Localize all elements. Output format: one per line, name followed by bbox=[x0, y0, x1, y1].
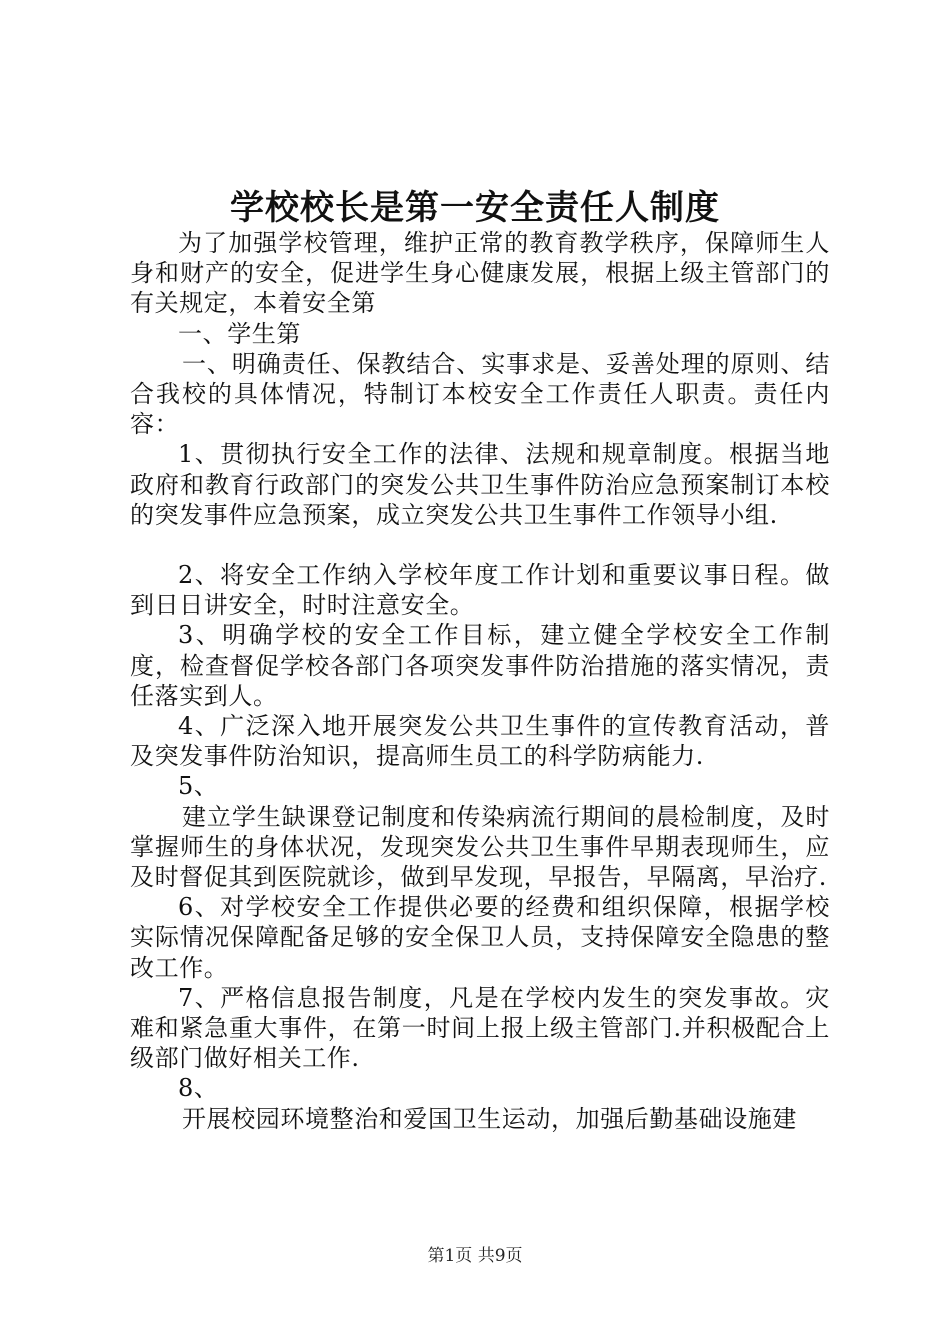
paragraph-item-7: 7、严格信息报告制度，凡是在学校内发生的突发事故。灾难和紧急重大事件，在第一时间上报上级主管部门.并积极配合上级部门做好相关工作. bbox=[130, 983, 830, 1073]
paragraph-heading-1: 一、学生第 bbox=[178, 319, 301, 348]
paragraph-item-2: 2、将安全工作纳入学校年度工作计划和重要议事日程。做到日日讲安全，时时注意安全。 bbox=[130, 561, 830, 620]
paragraph-gap bbox=[130, 530, 830, 560]
paragraph-item-3: 3、明确学校的安全工作目标，建立健全学校安全工作制度，检查督促学校各部门各项突发事件防治措施的落实情况，责任落实到人。 bbox=[130, 621, 830, 710]
paragraph-item-8-number: 8、 bbox=[178, 1074, 219, 1103]
document-title: 学校校长是第一安全责任人制度 bbox=[230, 188, 720, 228]
paragraph-item-5-number: 5、 bbox=[178, 772, 219, 801]
page-number: 第1页 共9页 bbox=[427, 1246, 523, 1266]
paragraph-item-6: 6、对学校安全工作提供必要的经费和组织保障，根据学校实际情况保障配备足够的安全保卫人员，支持保障安全隐患的整改工作。 bbox=[130, 893, 830, 982]
document-body bbox=[130, 228, 830, 1134]
paragraph-principles: 一、明确责任、保教结合、实事求是、妥善处理的原则、结合我校的具体情况，特制订本校安全工作责任人职责。责任内容： bbox=[130, 349, 830, 439]
paragraph-item-5: 建立学生缺课登记制度和传染病流行期间的晨检制度，及时掌握师生的身体状况，发现突发公共卫生事件早期表现师生，应及时督促其到医院就诊，做到早发现，早报告，早隔离，早治疗. bbox=[130, 802, 830, 892]
paragraph-intro: 为了加强学校管理，维护正常的教育教学秩序，保障师生人身和财产的安全，促进学生身心健康发展，根据上级主管部门的有关规定，本着安全第 bbox=[130, 229, 830, 318]
paragraph-item-8: 开展校园环境整治和爱国卫生运动，加强后勤基础设施建 bbox=[182, 1104, 797, 1133]
paragraph-item-4: 4、广泛深入地开展突发公共卫生事件的宣传教育活动，普及突发事件防治知识，提高师生员工的科学防病能力. bbox=[130, 712, 830, 771]
paragraph-item-1: 1、贯彻执行安全工作的法律、法规和规章制度。根据当地政府和教育行政部门的突发公共卫生事件防治应急预案制订本校的突发事件应急预案，成立突发公共卫生事件工作领导小组. bbox=[130, 440, 830, 529]
